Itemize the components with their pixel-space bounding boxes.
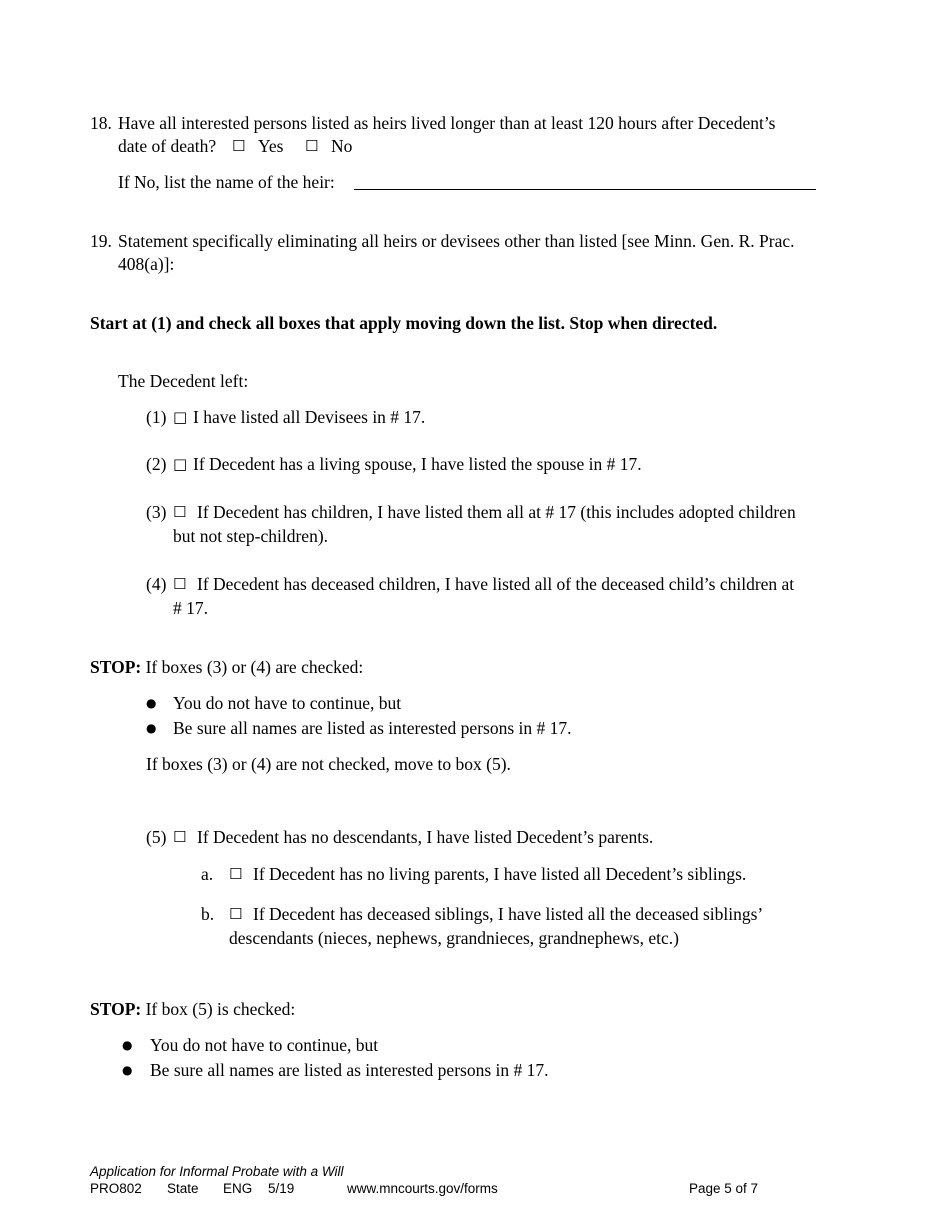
- item5b-letter: b.: [201, 904, 215, 924]
- footer-form-code: PRO802: [90, 1181, 142, 1196]
- q18-no-checkbox[interactable]: ☐: [305, 137, 319, 155]
- bullet-icon: ●: [122, 1038, 133, 1052]
- item5a-text: If Decedent has no living parents, I have listed all Decedent’s siblings.: [253, 864, 747, 884]
- item1-number: (1): [146, 407, 167, 427]
- item4-text-line1: If Decedent has deceased children, I have listed all of the deceased child’s children at: [197, 574, 795, 594]
- stop2-line: [90, 997, 295, 1021]
- bullet-icon: ●: [146, 721, 157, 735]
- item3-text-line1: If Decedent has children, I have listed them all at # 17 (this includes adopted children: [197, 502, 796, 522]
- item3-checkbox[interactable]: ☐: [173, 503, 187, 521]
- q18-yes-label: Yes: [258, 136, 284, 156]
- stop1-after-text: If boxes (3) or (4) are not checked, move to box (5).: [146, 754, 511, 774]
- item5-number: (5): [146, 827, 167, 847]
- q18-question-line1: Have all interested persons listed as heirs lived longer than at least 120 hours after Decedent’s: [118, 113, 776, 133]
- stop2-bullet-1: You do not have to continue, but: [150, 1035, 379, 1055]
- footer-state: State: [167, 1181, 199, 1196]
- q18-no-label: No: [331, 136, 353, 156]
- q18-heir-name-field[interactable]: [354, 174, 816, 190]
- footer-date: 5/19: [268, 1181, 295, 1196]
- item5-text: If Decedent has no descendants, I have listed Decedent’s parents.: [197, 827, 654, 847]
- item3-text-line2: but not step-children).: [173, 526, 329, 546]
- item5a-checkbox[interactable]: ☐: [229, 865, 243, 883]
- stop1-line: [90, 655, 363, 679]
- stop1-label: STOP:: [90, 657, 142, 677]
- item5a-letter: a.: [201, 864, 214, 884]
- instruction-heading: Start at (1) and check all boxes that apply moving down the list. Stop when directed.: [90, 313, 718, 333]
- q19-statement-line2: 408(a)]:: [118, 254, 175, 274]
- footer-page-number: Page 5 of 7: [689, 1181, 759, 1196]
- item2-checkbox[interactable]: □: [173, 455, 188, 473]
- stop2-bullet-2: Be sure all names are listed as interested persons in # 17.: [150, 1060, 549, 1080]
- stop2-label: STOP:: [90, 999, 142, 1019]
- item5b-text-line2: descendants (nieces, nephews, grandnieces, grandnephews, etc.): [229, 928, 679, 948]
- stop1-bullet-2: Be sure all names are listed as interested persons in # 17.: [173, 718, 572, 738]
- bullet-icon: ●: [122, 1063, 133, 1077]
- item2-number: (2): [146, 454, 167, 474]
- stop2-text: If box (5) is checked:: [145, 999, 296, 1019]
- q18-number: 18.: [90, 113, 112, 133]
- q19-statement-line1: Statement specifically eliminating all heirs or devisees other than listed [see Minn. Gen. R. Prac.: [118, 231, 795, 251]
- decedent-left-label: The Decedent left:: [118, 371, 249, 391]
- footer-form-title: Application for Informal Probate with a Will: [90, 1164, 344, 1179]
- item4-checkbox[interactable]: ☐: [173, 575, 187, 593]
- item5-checkbox[interactable]: ☐: [173, 828, 187, 846]
- item1-checkbox[interactable]: □: [173, 408, 188, 426]
- item5b-checkbox[interactable]: ☐: [229, 905, 243, 923]
- item3-number: (3): [146, 502, 167, 522]
- stop1-bullet-1: You do not have to continue, but: [173, 693, 402, 713]
- item4-number: (4): [146, 574, 167, 594]
- q18-question-line2: date of death?: [118, 136, 217, 156]
- q18-yes-checkbox[interactable]: ☐: [232, 137, 246, 155]
- item4-text-line2: # 17.: [173, 598, 208, 618]
- footer-language: ENG: [223, 1181, 253, 1196]
- stop1-text: If boxes (3) or (4) are checked:: [145, 657, 364, 677]
- q19-number: 19.: [90, 231, 112, 251]
- bullet-icon: ●: [146, 696, 157, 710]
- footer-url[interactable]: www.mncourts.gov/forms: [347, 1181, 498, 1196]
- item1-text: I have listed all Devisees in # 17.: [193, 407, 426, 427]
- q18-if-no-label: If No, list the name of the heir:: [118, 172, 335, 192]
- item2-text: If Decedent has a living spouse, I have listed the spouse in # 17.: [193, 454, 642, 474]
- item5b-text-line1: If Decedent has deceased siblings, I have listed all the deceased siblings’: [253, 904, 764, 924]
